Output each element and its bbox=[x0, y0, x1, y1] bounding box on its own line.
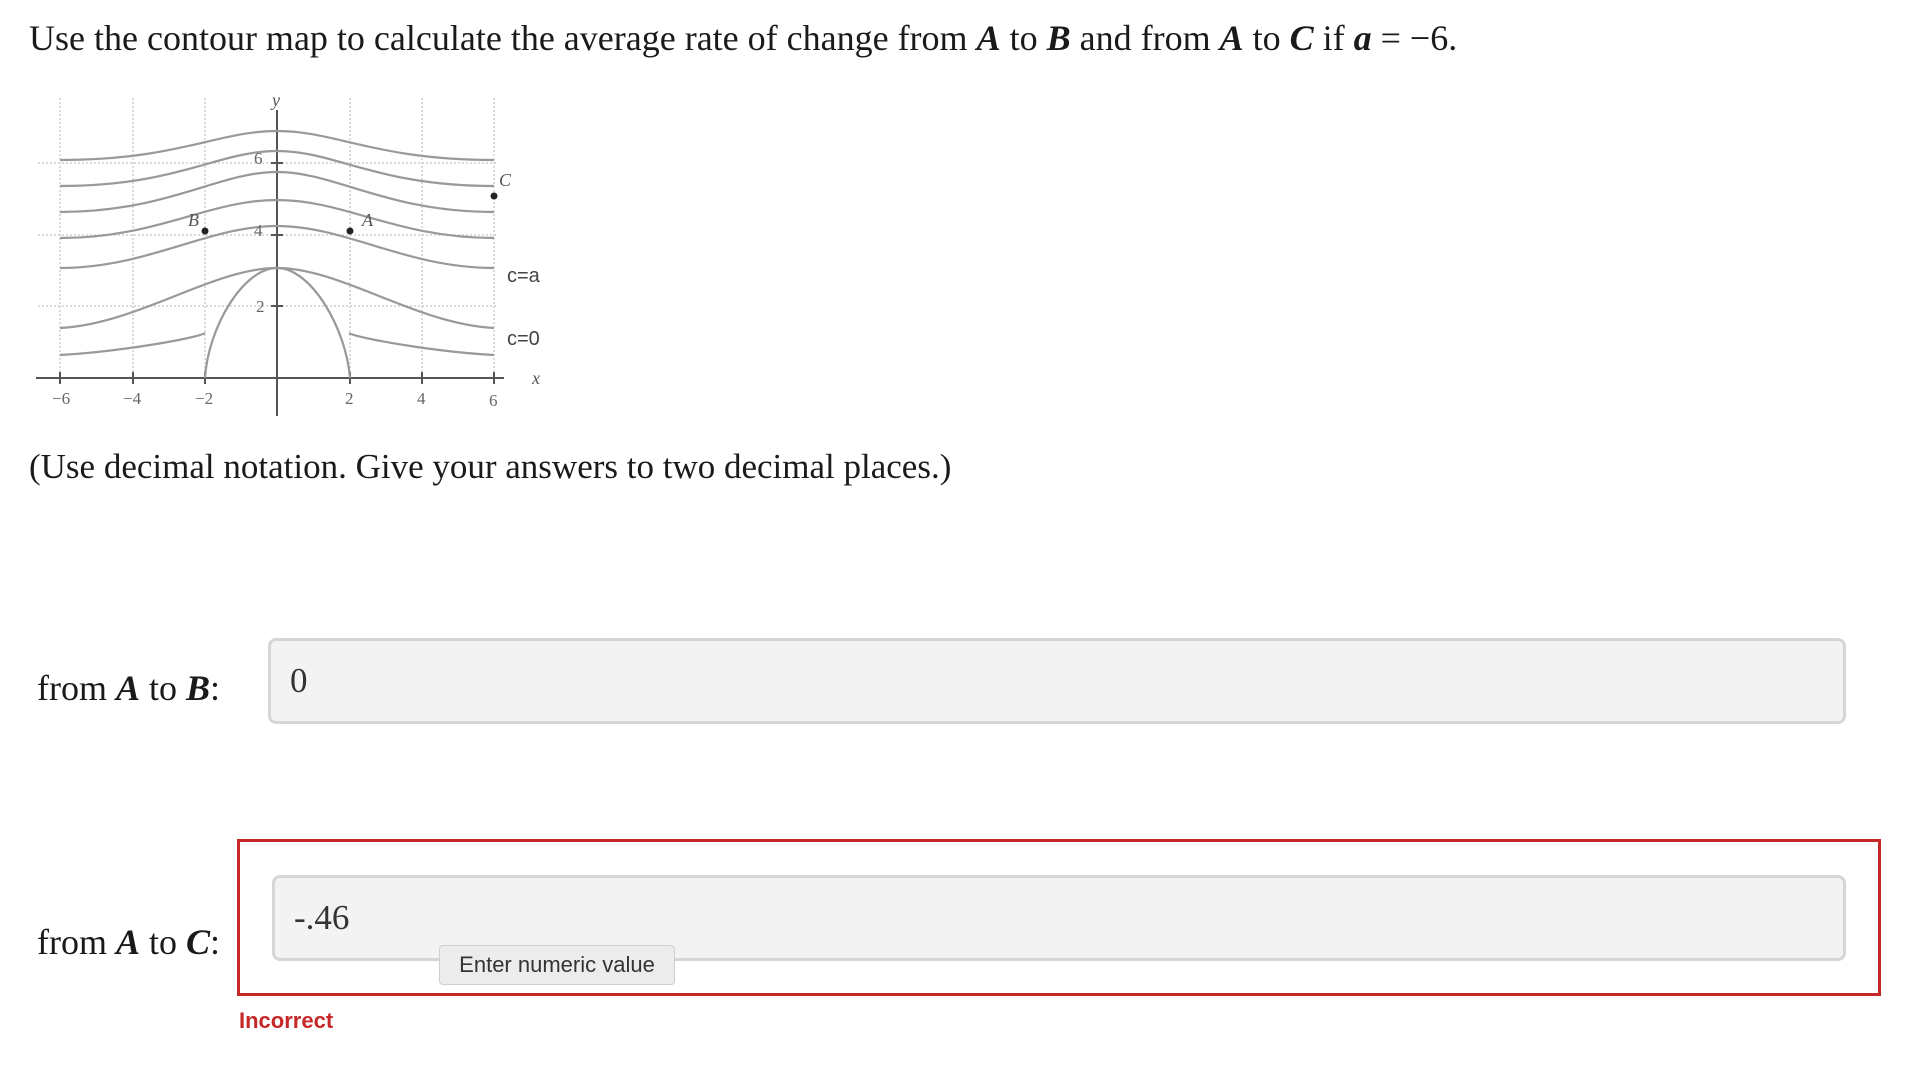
answer-label-a-to-c: from A to C: bbox=[37, 922, 221, 962]
point-b-marker bbox=[202, 228, 209, 235]
point-a-marker bbox=[347, 228, 354, 235]
x-tick-label: 2 bbox=[345, 389, 354, 408]
instruction-text: (Use decimal notation. Give your answers to two decimal places.) bbox=[29, 447, 952, 486]
y-tick-label: 2 bbox=[256, 297, 265, 316]
point-c-label: C bbox=[499, 170, 512, 190]
grid bbox=[38, 98, 498, 378]
answer-value-a-to-b: 0 bbox=[290, 661, 308, 700]
y-tick-label: 6 bbox=[254, 149, 263, 168]
y-axis-label: y bbox=[272, 90, 280, 110]
question-text: Use the contour map to calculate the average rate of change from A to B and from A to C if a = −6. bbox=[29, 18, 1458, 58]
x-axis-label: x bbox=[532, 368, 540, 388]
input-hint-tooltip: Enter numeric value bbox=[439, 945, 675, 985]
feedback-incorrect: Incorrect bbox=[239, 1008, 334, 1033]
y-tick-label: 4 bbox=[254, 221, 263, 240]
axes bbox=[36, 110, 504, 416]
x-tick-label: −4 bbox=[123, 389, 142, 408]
x-tick-label: 6 bbox=[489, 391, 498, 410]
contour-map-figure bbox=[28, 88, 568, 418]
answer-label-a-to-b: from A to B: bbox=[37, 668, 221, 708]
contour-label-c-a: c=a bbox=[507, 265, 540, 287]
answer-value-a-to-c: -.46 bbox=[294, 898, 350, 937]
point-c-marker bbox=[491, 193, 498, 200]
point-a-label: A bbox=[362, 210, 373, 230]
answer-input-a-to-b[interactable] bbox=[268, 638, 1846, 724]
x-tick-label: −2 bbox=[195, 389, 214, 408]
contour-label-c-0: c=0 bbox=[507, 328, 540, 350]
x-tick-label: 4 bbox=[417, 389, 426, 408]
point-b-label: B bbox=[188, 210, 199, 230]
x-tick-label: −6 bbox=[52, 389, 71, 408]
contour-map bbox=[28, 88, 568, 418]
